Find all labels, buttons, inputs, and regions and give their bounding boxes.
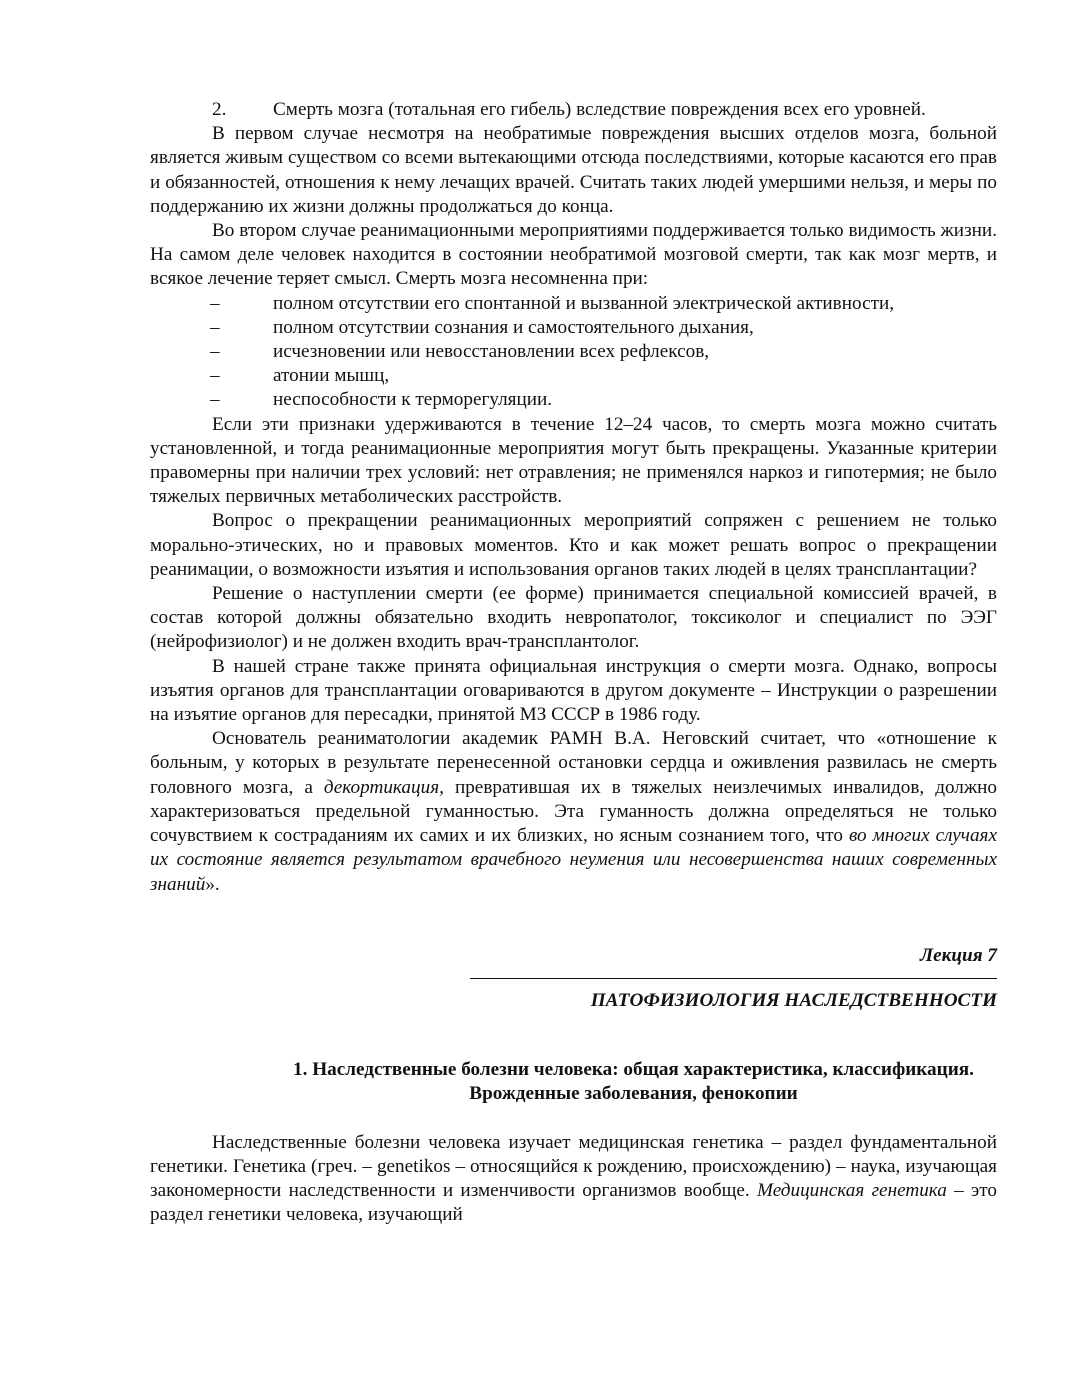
list-item: – полном отсутствии его спонтанной и вызванной электрической активности,: [150, 292, 997, 316]
paragraph-1: В первом случае несмотря на необратимые повреждения высших отделов мозга, больной является живым существом со всеми вытекающими отсюда последствиями, которые касаются его прав и обязанностей, отношения к нему лечащих врачей. Считать таких людей умершими нельзя, и меры по поддержанию их жизни должны продолжаться до конца.: [150, 123, 997, 217]
list-item: – неспособности к терморегуляции.: [150, 388, 997, 412]
dash-marker: –: [210, 389, 220, 411]
paragraph-6: В нашей стране также принята официальная инструкция о смерти мозга. Однако, вопросы изъятия органов для трансплантации оговариваются в другом документе – Инструкции о разрешении на изъятие органов для пересадки, принятой МЗ СССР в 1986 году.: [150, 655, 997, 726]
italic-term: Медицинская генетика: [757, 1179, 947, 1201]
paragraph-5: Решение о наступлении смерти (ее форме) принимается специальной комиссией врачей, в состав которой должны обязательно входить невропатолог, токсиколог и специалист по ЭЭГ (нейрофизиолог) и не должен входить врач-трансплантолог.: [150, 583, 997, 653]
dash-marker: –: [210, 341, 220, 363]
item-number: 2.: [212, 99, 227, 120]
section-heading: [150, 1058, 997, 1106]
dash-marker: –: [210, 365, 220, 387]
paragraph-2: Во втором случае реанимационными мероприятиями поддерживается только видимость жизни. На самом деле человек находится в состоянии необратимой мозговой смерти, так как мозг мертв, и всякое лечение теряет смысл. Смерть мозга несомненна при:: [150, 220, 997, 290]
section-heading-line-1: 1. Наследственные болезни человека: общая характеристика, классификация.: [293, 1059, 974, 1081]
dash-marker: –: [210, 316, 220, 338]
quote-paragraph: Основатель реаниматологии академик РАМН В.А. Неговский считает, что «отношение к больным, у которых в результате перенесенной остановки сердца и оживления развилась не смерть головного мозга, а декортикация, превратившая их в тяжелых неизлечимых инвалидов, должно характеризоваться предельной гуманностью. Эта гуманность должна определяться не только сочувствием к состраданиям их самих и их близких, но ясным сознанием того, что во многих случаях их состояние является результатом врачебного неумения или несовершенства наших современных знаний».: [150, 728, 997, 895]
numbered-item: [150, 98, 997, 122]
list-item: – полном отсутствии сознания и самостоятельного дыхания,: [150, 316, 997, 340]
paragraph-3: Если эти признаки удерживаются в течение 12–24 часов, то смерть мозга можно считать установленной, и тогда реанимационные мероприятия могут быть прекращены. Указанные критерии правомерны при наличии трех условий: нет отравления; не применялся наркоз и гипотермия; не было тяжелых первичных метаболических расстройств.: [150, 413, 997, 508]
list-item: – атонии мышц,: [150, 364, 997, 388]
document-page: [150, 98, 997, 1227]
paragraph-8: Наследственные болезни человека изучает медицинская генетика – раздел фундаментальной генетики. Генетика (греч. – genetikos – относящийся к рождению, происхождению) – наука, изучающая закономерности наследственности и изменчивости организмов вообще. Медицинская генетика – это раздел генетики человека, изучающий: [150, 1131, 998, 1226]
lecture-number: Лекция 7: [919, 944, 997, 966]
italic-phrase: во многих случаях их состояние является результатом врачебного неумения или несовершенства наших современных знаний: [150, 825, 997, 895]
paragraph-4: Вопрос о прекращении реанимационных мероприятий сопряжен с решением не только морально-этических, но и правовых моментов. Кто и как может решать вопрос о прекращении реанимации, о возможности изъятия и использования органов таких людей в целях трансплантации?: [150, 510, 997, 580]
item-text: Смерть мозга (тотальная его гибель) вследствие повреждения всех его уровней.: [273, 99, 926, 120]
italic-term: декортикация,: [323, 776, 444, 798]
list-item: – исчезновении или невосстановлении всех рефлексов,: [150, 340, 997, 364]
dash-marker: –: [210, 292, 220, 314]
title-rule: [470, 978, 997, 979]
brain-death-criteria-list: [150, 292, 997, 413]
section-heading-line-2: Врожденные заболевания, фенокопии: [469, 1083, 798, 1105]
lecture-title: ПАТОФИЗИОЛОГИЯ НАСЛЕДСТВЕННОСТИ: [590, 989, 997, 1011]
